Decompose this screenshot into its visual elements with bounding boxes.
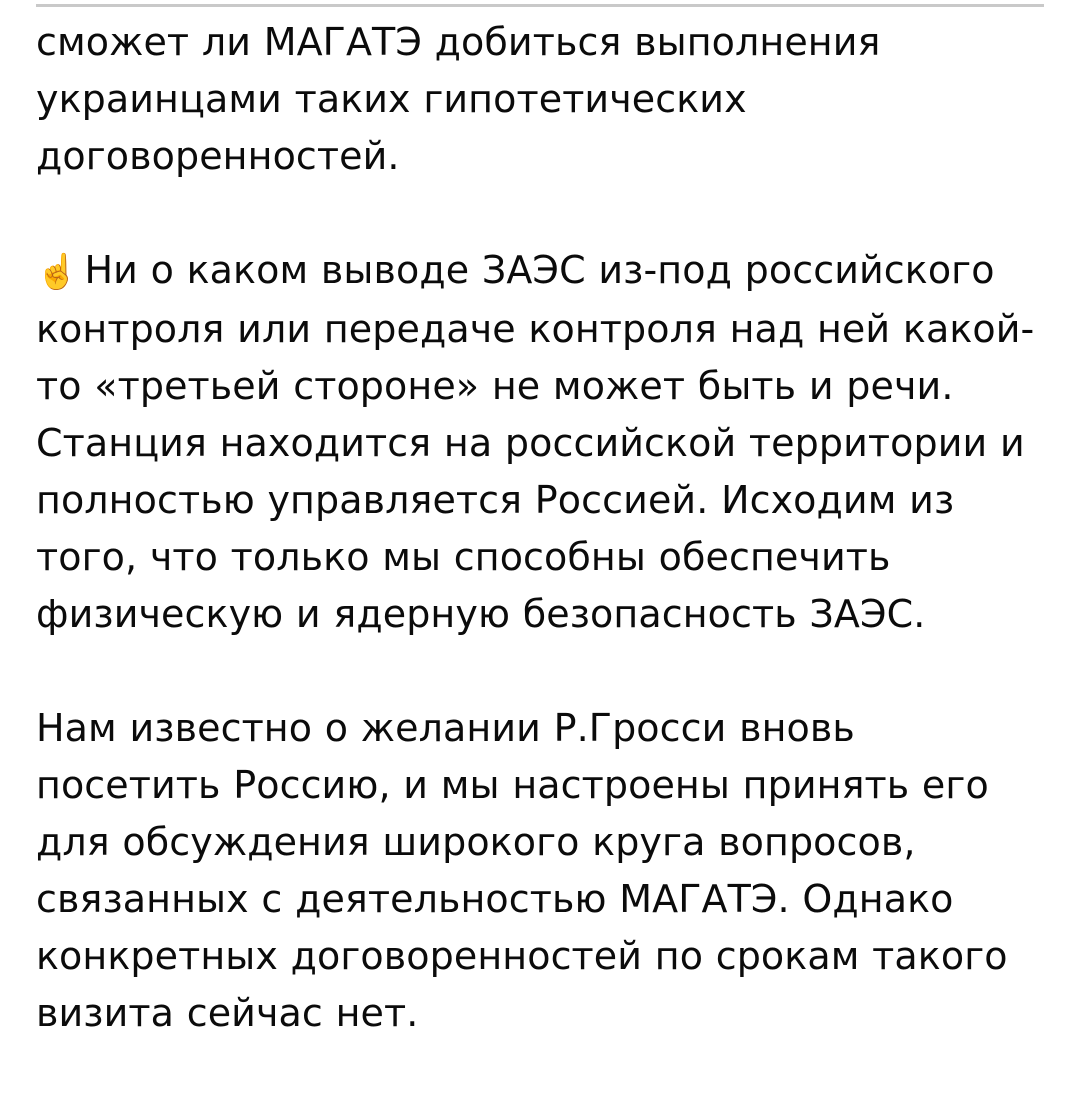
index-pointing-up-emoji: ☝️: [36, 252, 79, 292]
top-divider: [36, 4, 1044, 7]
paragraph-3: Нам известно о желании Р.Гросси вновь посетить Россию, и мы настроены принять его для обсуждения широкого круга вопросов, связанных с деятельностью МАГАТЭ. Однако конкретных договоренностей по срокам такого визита сейчас нет.: [36, 706, 1008, 1035]
paragraph-2-text: Ни о каком выводе ЗАЭС из-под российского контроля или передаче контроля над ней какой-то «третьей стороне» не может быть и речи. Станция находится на российской территории и полностью управляется Россией. Исходим из того, что только мы способны обеспечить физическую и ядерную безопасность ЗАЭС.: [36, 248, 1035, 636]
paragraph-2: [36, 242, 1044, 643]
paragraph-1: сможет ли МАГАТЭ добиться выполнения украинцами таких гипотетических договоренностей.: [36, 20, 881, 178]
document-body: [36, 0, 1044, 1042]
